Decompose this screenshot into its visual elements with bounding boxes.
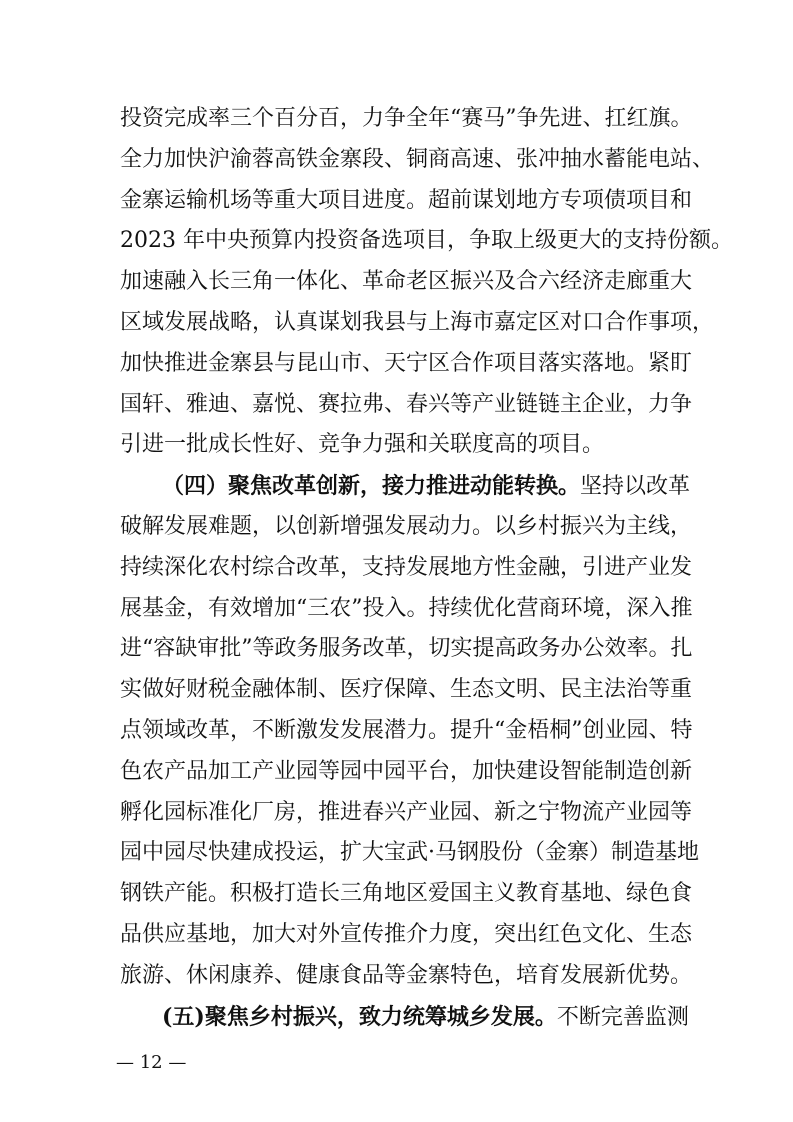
page-number: — 12 — bbox=[116, 1051, 187, 1073]
paragraph-line: 加速融入长三角一体化、革命老区振兴及合六经济走廊重大 bbox=[120, 269, 693, 295]
paragraph-line: 点领域改革，不断激发发展潜力。提升“金梧桐”创业园、特 bbox=[120, 718, 693, 743]
section-4-first-rest: 坚持以改革 bbox=[580, 474, 691, 500]
section-5-first-line bbox=[162, 1004, 732, 1031]
paragraph-line: 投资完成率三个百分百，力争全年“赛马”争先进、扛红旗。 bbox=[120, 106, 693, 131]
paragraph-line: 国轩、雅迪、嘉悦、赛拉弗、春兴等产业链链主企业，力争 bbox=[120, 391, 693, 417]
paragraph-line: 全力加快沪渝蓉高铁金寨段、铜商高速、张冲抽水蓄能电站、 bbox=[120, 146, 715, 172]
paragraph-line: 展基金，有效增加“三农”投入。持续优化营商环境，深入推 bbox=[120, 595, 693, 621]
paragraph-line: 园中园尽快建成投运，扩大宝武·马钢股份（金寨）制造基地 bbox=[120, 840, 699, 866]
paragraph-line: 实做好财税金融体制、医疗保障、生态文明、民主法治等重 bbox=[120, 677, 693, 703]
paragraph-line: 破解发展难题，以创新增强发展动力。以乡村振兴为主线， bbox=[120, 514, 693, 539]
paragraph-line: 钢铁产能。积极打造长三角地区爱国主义教育基地、绿色食 bbox=[120, 881, 693, 907]
paragraph-line: 色农产品加工产业园等园中园平台，加快建设智能制造创新 bbox=[120, 758, 693, 784]
paragraph-line: 持续深化农村综合改革，支持发展地方性金融，引进产业发 bbox=[120, 554, 693, 580]
paragraph-line: 品供应基地，加大对外宣传推介力度，突出红色文化、生态 bbox=[120, 922, 693, 947]
paragraph-line: 进“容缺审批”等政务服务改革，切实提高政务办公效率。扎 bbox=[120, 636, 693, 662]
paragraph-line: 孵化园标准化厂房，推进春兴产业园、新之宁物流产业园等 bbox=[120, 799, 693, 825]
paragraph-line: 区域发展战略，认真谋划我县与上海市嘉定区对口合作事项， bbox=[120, 310, 715, 335]
section-5-heading: (五)聚焦乡村振兴，致力统筹城乡发展。 bbox=[162, 1003, 557, 1030]
section-5-first-rest: 不断完善监测 bbox=[556, 1004, 689, 1030]
paragraph-line: 金寨运输机场等重大项目进度。超前谋划地方专项债项目和 bbox=[120, 187, 693, 213]
section-4-first-line bbox=[162, 473, 732, 500]
paragraph-line: 旅游、休闲康养、健康食品等金寨特色，培育发展新优势。 bbox=[120, 962, 693, 988]
paragraph-line: 引进一批成长性好、竞争力强和关联度高的项目。 bbox=[120, 432, 605, 458]
paragraph-line: 2023 年中央预算内投资备选项目，争取上级更大的支持份额。 bbox=[120, 228, 733, 254]
paragraph-line: 加快推进金寨县与昆山市、天宁区合作项目落实落地。紧盯 bbox=[120, 350, 693, 376]
section-4-heading: （四）聚焦改革创新，接力推进动能转换。 bbox=[162, 473, 581, 500]
